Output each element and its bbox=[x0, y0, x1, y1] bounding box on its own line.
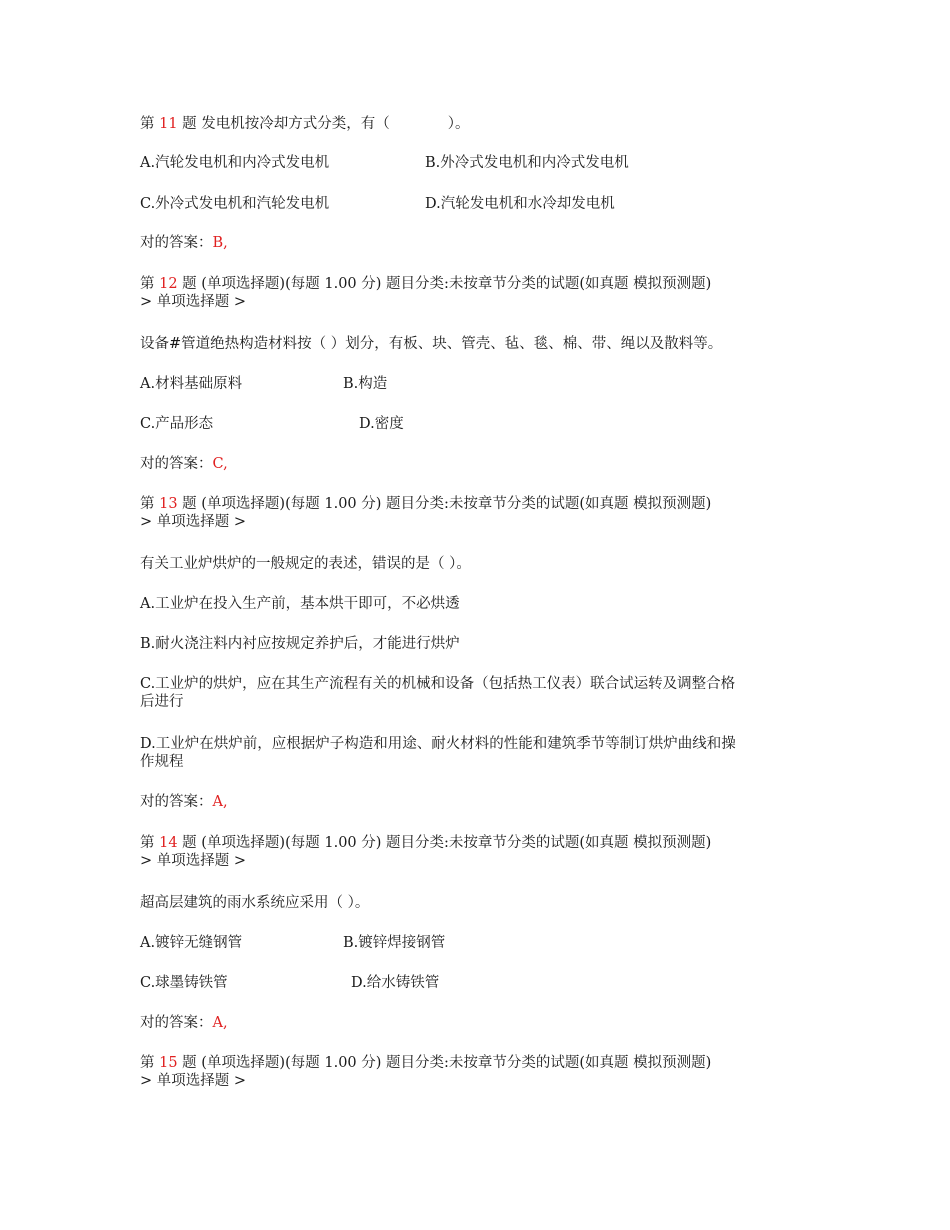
q13-option-c: C.工业炉的烘炉，应在其生产流程有关的机械和设备（包括热工仪表）联合试运转及调整合格 bbox=[140, 676, 736, 692]
q12-option-c: C.产品形态 bbox=[140, 416, 214, 432]
q15-category: > 单项选择题 > bbox=[140, 1073, 247, 1089]
q12-option-b: B.构造 bbox=[343, 376, 388, 392]
q14-answer-value: A, bbox=[212, 1015, 228, 1031]
q12-option-d: D.密度 bbox=[359, 416, 404, 432]
q12-category: > 单项选择题 > bbox=[140, 294, 247, 310]
q13-header: 第 13 题 (单项选择题)(每题 1.00 分) 题目分类:未按章节分类的试题(如真题 模拟预测题) bbox=[140, 496, 712, 512]
q14-category: > 单项选择题 > bbox=[140, 853, 247, 869]
q14-header: 第 14 题 (单项选择题)(每题 1.00 分) 题目分类:未按章节分类的试题(如真题 模拟预测题) bbox=[140, 835, 712, 851]
q13-option-d: D.工业炉在烘炉前，应根据炉子构造和用途、耐火材料的性能和建筑季节等制订烘炉曲线和操 bbox=[140, 736, 736, 752]
q12-answer: 对的答案：C, bbox=[140, 456, 228, 472]
q14-stem: 超高层建筑的雨水系统应采用（ ）。 bbox=[140, 895, 370, 911]
q12-number: 12 bbox=[159, 276, 178, 292]
q13-category: > 单项选择题 > bbox=[140, 514, 247, 530]
q15-header: 第 15 题 (单项选择题)(每题 1.00 分) 题目分类:未按章节分类的试题(如真题 模拟预测题) bbox=[140, 1055, 712, 1071]
q14-number: 14 bbox=[159, 835, 178, 851]
q11-number: 11 bbox=[159, 116, 178, 132]
q12-answer-value: C, bbox=[212, 456, 228, 472]
q14-option-b: B.镀锌焊接钢管 bbox=[343, 935, 446, 951]
q11-answer-value: B, bbox=[212, 235, 228, 251]
q13-stem: 有关工业炉烘炉的一般规定的表述，错误的是（ ）。 bbox=[140, 556, 471, 572]
q12-option-a: A.材料基础原料 bbox=[140, 376, 243, 392]
q14-option-d: D.给水铸铁管 bbox=[351, 975, 440, 991]
q11-option-c: C.外冷式发电机和汽轮发电机 bbox=[140, 196, 330, 212]
q13-number: 13 bbox=[159, 496, 178, 512]
q13-answer-value: A, bbox=[212, 794, 228, 810]
q11-answer: 对的答案：B, bbox=[140, 235, 228, 251]
q14-option-c: C.球墨铸铁管 bbox=[140, 975, 228, 991]
q13-option-d-cont: 作规程 bbox=[140, 754, 184, 770]
q15-number: 15 bbox=[159, 1055, 178, 1071]
q13-option-a: A.工业炉在投入生产前，基本烘干即可，不必烘透 bbox=[140, 596, 460, 612]
q12-header: 第 12 题 (单项选择题)(每题 1.00 分) 题目分类:未按章节分类的试题(如真题 模拟预测题) bbox=[140, 276, 712, 292]
q11-option-a: A.汽轮发电机和内冷式发电机 bbox=[140, 155, 330, 171]
q13-option-b: B.耐火浇注料内衬应按规定养护后，才能进行烘炉 bbox=[140, 636, 460, 652]
q11-option-d: D.汽轮发电机和水冷却发电机 bbox=[425, 196, 615, 212]
q13-option-c-cont: 后进行 bbox=[140, 694, 184, 710]
q11-header: 第 11 题 发电机按冷却方式分类，有（ ）。 bbox=[140, 116, 470, 132]
q14-answer: 对的答案：A, bbox=[140, 1015, 228, 1031]
q11-option-b: B.外冷式发电机和内冷式发电机 bbox=[425, 155, 629, 171]
q13-answer: 对的答案：A, bbox=[140, 794, 228, 810]
q12-stem: 设备#管道绝热构造材料按（ ）划分，有板、块、管壳、毡、毯、棉、带、绳以及散料等。 bbox=[140, 336, 723, 352]
q14-option-a: A.镀锌无缝钢管 bbox=[140, 935, 243, 951]
